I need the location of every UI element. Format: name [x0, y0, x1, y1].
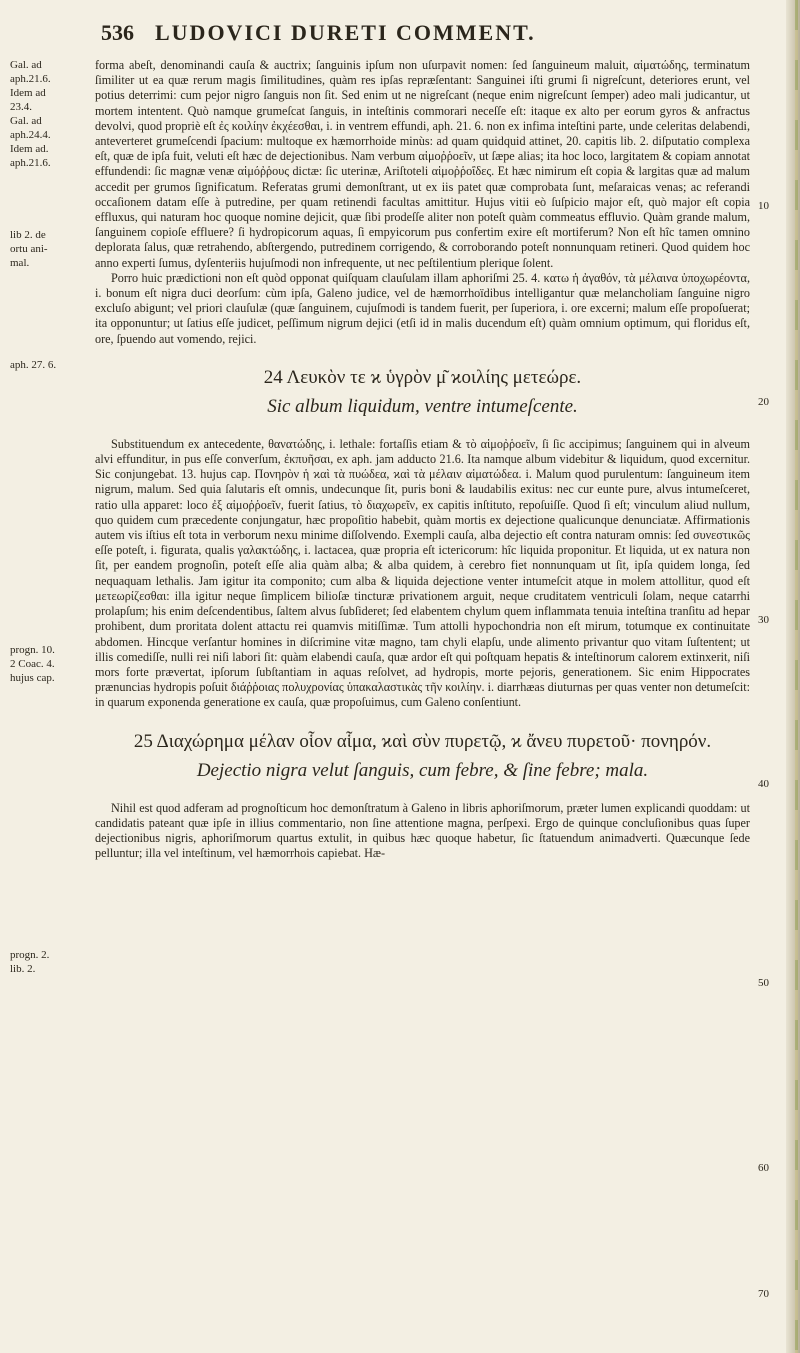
aphorism-heading-greek: 25 Διαχώρημα μέλαν οἷον αἷμα, ϰαὶ σὺν πυρετῷ, ϰ ἄνευ πυρετοῦ· πονηρόν. — [133, 730, 712, 752]
margin-note: progn. 2. lib. 2. — [10, 949, 50, 975]
page-header — [95, 20, 735, 56]
paragraph: Porro huic prædictioni non eſt quòd opponat quiſquam clauſulam illam aphoriſmi 25. 4. κατω ἡ ἀγαθόν, τὰ μέλαινα ὑποχωρέοντα, i. bonum eſt nigra duci deorſum: cùm ipſa, Galeno judice, vel de hæmorrhoïdibus intelligantur quæ melancholiam ſanguine nigro excluſo abigunt; vel priori clauſulæ (quæ ſanguinem, cujuſmodi is tandem fuerit, per ſuperiora, i. ore excerni; malum eſſe propoſuerat; ita opponuntur; ut ſatius eſſe judicet, peſſimum nigrum dejici (etſi id in malis ducendum eſt) quàm omnium optimum, qui floridus eſt, ore, ſpuendo aut vomendo, rejici. — [95, 270, 750, 346]
aphorism-heading-greek: 24 Λευκὸν τε ϰ ὑγρὸν μ͂ ϰοιλίης μετεώρε. — [263, 366, 582, 388]
paragraph: forma abeſt, denominandi cauſa & auctrix; ſanguinis ipſum non uſurpavit nomen: ſed ſanguineum maluit, αἱματώδης, terminatum ſimiliter ut ea quæ rerum magis ſimilitudines, quàm res ipſas repræſentant: Sanguinei iſti grumi ſi nigreſcunt, deteriores erunt, vel potius deterrimi: cum pejor nigro ſanguis non ſit. Sed enim ut ne nigreſcant (neque enim nigreſcunt ſemper) adeo mali judicantur, ut mortem intentent. Quò namque grumeſcat ſanguis, in inteſtinis commorari neceſſe eſt: itaque ex alto per eorum gyros & anfractus devolvi, quod propriè eſt ἐς κοιλίην ἐκχέεσθαι, i. in ventrem effundi, aph. 21. 6. non ex infima inteſtini parte, unde celeritas delabendi, anteverteret grumeſcendi ſpacium: multoque ex hæmorrhoide minùs: ad quam quidquid attinet, 20. capitis lib. 2. diſputatio complexa eſt, quæ de ipſa fuit, veluti eſt hæc de dejectionibus. Nam verbum αἱμοῤῥοεῖν, ut ſæpe alias; ita hoc loco, largitatem & copiam annotat effundendi: ſic magnæ venæ αἱμόῤῥους dictæ: ſic uterinæ, Ariſtoteli αἱμοῤῥοΐδες. Et hæc nimirum eſt copia & largitas quæ ad malum accedit per grumos ſignificatum. Referatas grumi demonſtrant, ut ex iis patet quæ comprobata ſunt, meſaraicas venas; ac referandi occaſionem datam eſſe à putredine, per quam retinendi facultas amittitur. Hujus vitii eò ſuſpicio major eſt, quò major eſt copia effluxus, qui naturam hoc quoque nomine dejicit, quæ ſibi prodeſſe aliter non poteſt quàm commeatus effluvio. Quàm grande malum, ſanguinem copioſe effluere? ſi hydropicorum aquas, ſi empyicorum pus confertim exire eſt mortiferum? Non eſt hîc tamen omnino deplorata ſalus, quæ retrahendo, abſtergendo, putredinem corrigendo, & corroborando poteſt nonnunquam retineri. Quod quidem hoc anno experti ſumus, dyſenteriis hujuſmodi non infrequente, ut nec peſtilentium plerique ſolent. — [95, 58, 750, 270]
line-number: 10 — [758, 200, 769, 212]
paragraph: Substituendum ex antecedente, θανατώδης, i. lethale: fortaſſis etiam & τὸ αἱμοῤῥοεῖν, ſi ſic accipimus; ſanguinem qui in alveum alvi effunditur, in pus eſſe converſum, ἐκπυῆσαι, ex aph. jam adducto 21.6. Ita namque album videbitur & liquidum, quod excernitur. Sic conjungebat. 13. hujus cap. Πονηρὸν ἡ ϰαὶ τὰ πυώδεα, ϰαὶ τὰ μέλαιν αἱματώδεα. i. Malum quod purulentum: ſanguineum item nigrum, malum. Sed quia ſalutaris eſt omnis, undecunque ſit, puris boni & laudabilis exitus: nec cur eunte pure, alvus intumeſceret, ratio ulla apparet: loco ἐξ αἱμοῤῥοεῖν, fuerit ſatius, τὸ διαχωρεῖν, ex capitis inſtituto, repoſuiſſe. Quod ſi eſt; vinculum aliud nullum, quo quidem cum præcedente conjungatur, hæc propoſitio habebit, quàm mortis ex dejectione qualicunque denunciatæ. Affirmationis autem vis iſtius eſt tota in verborum nexu minime diſſolvendo. Exempli cauſa, alba dejectio eſt contra naturam omnis: ſed συνεστικῶς eſſe poteſt, i. figurata, qualis γαλακτώδης, i. lactacea, quæ propria eſt ictericorum: hîc liquida proponitur. Et liquida, ut ex natura non ſit, per eandem prognoſin, poteſt eſſe alia quàm alba; & alba quidem, à cerebro fiet nonnunquam ut ſit, ipſa quidem longa, ſed nequaquam lethalis. Jam igitur ita componito; cum alba & liquida dejectione venter intumeſcit atque in molem attollitur, quod eſt μετεωρίζεσθαι: illa igitur neque ſimplicem bilioſæ tincturæ privationem arguit, neque cruditatem ventriculi ſolam, neque catarrhi prolapſum; his enim deſcendentibus, ſaltem alvus ſubſideret; ſed elabentem chylum quem inflammata tenuia inteſtina tranſitu ad hepar prohibent, dum proritata dolent attactu rei quamvis mitiſſimæ. Tum attolli hypochondria non eſt mirum, totumque ex continuitate abdomen. Hincque verſantur homines in diſcrimine vitæ magno, tam chyli elapſu, unde alimento privantur quo vitam ſuſtentent; ut illis comediſſe, nulli rei niſi labori ſit: quàm elabendi cauſa, quæ ardor eſt qui poſtquam hepatis & inteſtinorum calorem extinxerit, niſi mors forte prævertat, ipſorum ſubſtantiam in aquas reſolvet, ad hydropis, morte pejoris, generationem. Sic enim Hippocrates prænuncias hydropis poſuit διάῤῥοιας πολυχρονίας ὑπακαλαστικὰς τῆν κοιλίην. i. diarrhæas diuturnas per quas venter non detumeſcit: in quarum exponenda generatione ex cauſa, quæ propoſuimus, cum Galeno conſentiunt. — [95, 436, 750, 710]
line-number: 70 — [758, 1288, 769, 1300]
aphorism-heading-latin: Dejectio nigra velut ſanguis, cum febre, & ſine febre; mala. — [196, 759, 649, 781]
page-edge — [786, 0, 800, 1353]
margin-note: aph. 27. 6. — [10, 359, 57, 371]
margin-note: Gal. ad aph.21.6. Idem ad 23.4. Gal. ad aph.24.4. Idem ad. aph.21.6. — [10, 59, 51, 169]
line-number: 20 — [758, 396, 769, 408]
running-head: LUDOVICI DURETI COMMENT. — [155, 20, 536, 45]
aphorism-heading-latin: Sic album liquidum, ventre intumeſcente. — [267, 395, 578, 417]
line-number: 50 — [758, 977, 769, 989]
paragraph: Nihil est quod adferam ad prognoſticum hoc demonſtratum à Galeno in libris aphoriſmorum, præter lumen explicandi quoddam: ut candidatis pateant quæ ipſe in illius commentario, non ſine attentione magna, perſpexi. Ergo de quinque concluſionibus quas ſuper dejectionibus nigris, aphoriſmorum quartus extulit, in quibus hæc quoque habetur, ſic ſtatuendum animadverti. Quæcunque ſede pelluntur; illa vel inteſtinum, vel hæmorrhois capiebat. Hæ- — [95, 800, 750, 861]
margin-note: progn. 10. 2 Coac. 4. hujus cap. — [10, 644, 55, 684]
main-text — [95, 58, 750, 861]
line-number: 30 — [758, 614, 769, 626]
line-number: 60 — [758, 1162, 769, 1174]
margin-note: lib 2. de ortu ani- mal. — [10, 229, 48, 269]
line-number: 40 — [758, 778, 769, 790]
page-number: 536 — [101, 20, 134, 45]
